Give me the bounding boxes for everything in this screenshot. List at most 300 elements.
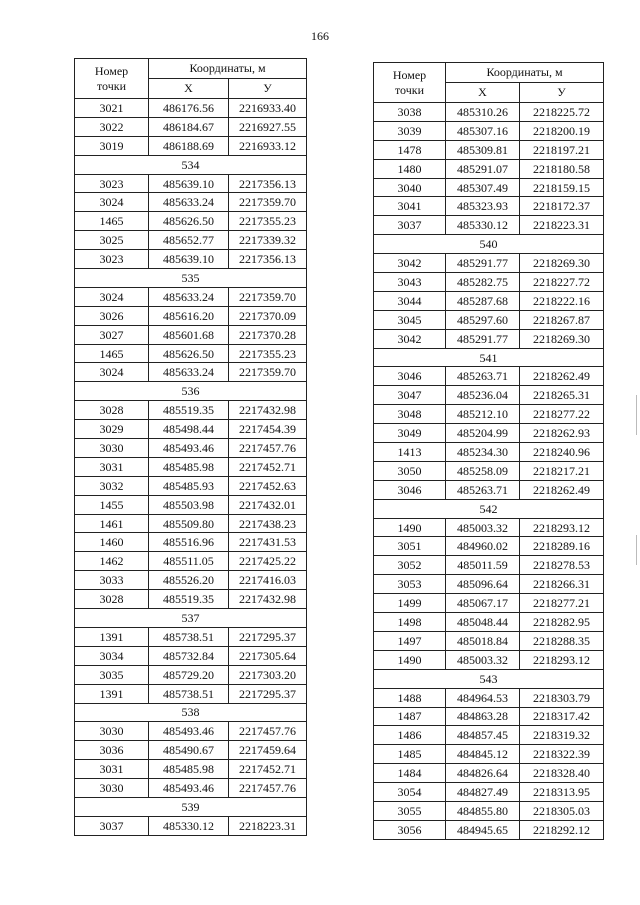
plot-number-row: [374, 235, 604, 254]
x-cell: 485490.67: [149, 741, 229, 760]
x-cell: 485601.68: [149, 325, 229, 344]
point-number-cell: 3055: [374, 801, 446, 820]
y-cell: 2218197.21: [520, 140, 604, 159]
table-row: [75, 344, 307, 363]
x-column-header: X: [446, 83, 520, 103]
table-row: [374, 518, 604, 537]
point-number-cell: 1490: [374, 650, 446, 669]
table-row: [374, 103, 604, 122]
y-cell: 2217370.09: [229, 306, 307, 325]
plot-number-row: [75, 155, 307, 174]
x-cell: 485519.35: [149, 401, 229, 420]
x-cell: 485493.46: [149, 439, 229, 458]
table-row: [75, 325, 307, 344]
x-cell: 485633.24: [149, 363, 229, 382]
y-cell: 2217425.22: [229, 552, 307, 571]
x-cell: 485652.77: [149, 231, 229, 250]
y-cell: 2218328.40: [520, 764, 604, 783]
table-row: [374, 121, 604, 140]
y-cell: 2218217.21: [520, 461, 604, 480]
y-cell: 2217432.01: [229, 495, 307, 514]
table-row: [75, 816, 307, 835]
y-cell: 2218222.16: [520, 291, 604, 310]
point-number-header: [75, 59, 149, 99]
table-row: [75, 174, 307, 193]
point-number-cell: 3031: [75, 760, 149, 779]
y-cell: 2218172.37: [520, 197, 604, 216]
x-cell: 485291.77: [446, 329, 520, 348]
table-row: [75, 306, 307, 325]
y-cell: 2217370.28: [229, 325, 307, 344]
y-cell: 2218282.95: [520, 613, 604, 632]
y-cell: 2218278.53: [520, 556, 604, 575]
table-row: [374, 367, 604, 386]
point-number-cell: 3056: [374, 820, 446, 839]
table-row: [374, 386, 604, 405]
table-row: [374, 726, 604, 745]
point-number-cell: 3030: [75, 722, 149, 741]
x-cell: 485493.46: [149, 779, 229, 798]
point-number-cell: 3022: [75, 117, 149, 136]
point-number-cell: 3052: [374, 556, 446, 575]
table-row: [374, 480, 604, 499]
x-cell: 485291.07: [446, 159, 520, 178]
x-cell: 485287.68: [446, 291, 520, 310]
y-cell: 2217359.70: [229, 287, 307, 306]
point-number-cell: 3028: [75, 401, 149, 420]
table-row: [374, 197, 604, 216]
table-row: [374, 745, 604, 764]
y-cell: 2217459.64: [229, 741, 307, 760]
point-number-header-line1: Номер: [392, 67, 427, 82]
table-row: [75, 136, 307, 155]
table-row: [75, 514, 307, 533]
x-cell: 486188.69: [149, 136, 229, 155]
x-cell: 485485.98: [149, 760, 229, 779]
x-cell: 484855.80: [446, 801, 520, 820]
x-cell: 485493.46: [149, 722, 229, 741]
y-cell: 2218313.95: [520, 783, 604, 802]
point-number-cell: 3021: [75, 99, 149, 118]
table-row: [374, 783, 604, 802]
point-number-cell: 3028: [75, 590, 149, 609]
coordinates-body-left: [75, 99, 307, 836]
point-number-cell: 1485: [374, 745, 446, 764]
y-cell: 2218277.22: [520, 405, 604, 424]
table-row: [374, 178, 604, 197]
y-cell: 2218305.03: [520, 801, 604, 820]
point-number-cell: 3025: [75, 231, 149, 250]
y-cell: 2217452.71: [229, 457, 307, 476]
table-row: [374, 594, 604, 613]
point-number-cell: 3037: [374, 216, 446, 235]
y-cell: 2218240.96: [520, 443, 604, 462]
plot-number: 542: [374, 499, 604, 518]
point-number-cell: 3046: [374, 480, 446, 499]
table-row: [374, 443, 604, 462]
y-cell: 2217303.20: [229, 665, 307, 684]
point-number-cell: 3049: [374, 424, 446, 443]
table-row: [374, 424, 604, 443]
x-cell: 485526.20: [149, 571, 229, 590]
point-number-cell: 3041: [374, 197, 446, 216]
x-cell: 485738.51: [149, 684, 229, 703]
table-row: [374, 556, 604, 575]
point-number-cell: 1465: [75, 212, 149, 231]
point-number-cell: 3040: [374, 178, 446, 197]
point-number-cell: 3023: [75, 174, 149, 193]
plot-number: 540: [374, 235, 604, 254]
table-row: [75, 552, 307, 571]
point-number-cell: 1499: [374, 594, 446, 613]
x-cell: 485330.12: [149, 816, 229, 835]
y-cell: 2218293.12: [520, 650, 604, 669]
plot-number-row: [75, 609, 307, 628]
y-cell: 2218200.19: [520, 121, 604, 140]
x-cell: 484857.45: [446, 726, 520, 745]
point-number-cell: 3036: [75, 741, 149, 760]
plot-number: 537: [75, 609, 307, 628]
coordinates-header: Координаты, м: [149, 59, 307, 79]
table-row: [75, 627, 307, 646]
table-row: [374, 273, 604, 292]
point-number-cell: 1487: [374, 707, 446, 726]
point-number-cell: 3047: [374, 386, 446, 405]
plot-number-row: [75, 269, 307, 288]
table-row: [374, 688, 604, 707]
table-row: [75, 722, 307, 741]
point-number-cell: 3035: [75, 665, 149, 684]
table-row: [374, 631, 604, 650]
y-cell: 2218262.49: [520, 367, 604, 386]
plot-number-row: [75, 382, 307, 401]
y-cell: 2217339.32: [229, 231, 307, 250]
x-cell: 485018.84: [446, 631, 520, 650]
y-cell: 2217432.98: [229, 590, 307, 609]
x-cell: 485323.93: [446, 197, 520, 216]
point-number-cell: 3024: [75, 193, 149, 212]
x-cell: 485067.17: [446, 594, 520, 613]
point-number-cell: 1455: [75, 495, 149, 514]
table-row: [75, 212, 307, 231]
x-cell: 485626.50: [149, 344, 229, 363]
x-cell: 485048.44: [446, 613, 520, 632]
x-cell: 485729.20: [149, 665, 229, 684]
table-row: [75, 590, 307, 609]
point-number-cell: 1490: [374, 518, 446, 537]
x-cell: 485511.05: [149, 552, 229, 571]
x-cell: 484826.64: [446, 764, 520, 783]
point-number-cell: 3054: [374, 783, 446, 802]
y-cell: 2216927.55: [229, 117, 307, 136]
point-number-cell: 3037: [75, 816, 149, 835]
point-number-cell: 3024: [75, 363, 149, 382]
y-cell: 2218262.93: [520, 424, 604, 443]
point-number-header-line2: точки: [96, 78, 127, 93]
plot-number-row: [374, 669, 604, 688]
point-number-cell: 3023: [75, 250, 149, 269]
plot-number: 536: [75, 382, 307, 401]
point-number-cell: 3044: [374, 291, 446, 310]
table-row: [75, 741, 307, 760]
table-row: [374, 140, 604, 159]
x-cell: 485738.51: [149, 627, 229, 646]
y-cell: 2218267.87: [520, 310, 604, 329]
x-cell: 485616.20: [149, 306, 229, 325]
plot-number: 535: [75, 269, 307, 288]
point-number-cell: 3031: [75, 457, 149, 476]
plot-number: 538: [75, 703, 307, 722]
x-cell: 485309.81: [446, 140, 520, 159]
point-number-cell: 3034: [75, 646, 149, 665]
x-cell: 486184.67: [149, 117, 229, 136]
x-cell: 485291.77: [446, 254, 520, 273]
point-number-cell: 3046: [374, 367, 446, 386]
y-cell: 2218159.15: [520, 178, 604, 197]
y-cell: 2217452.71: [229, 760, 307, 779]
point-number-cell: 3045: [374, 310, 446, 329]
y-cell: 2218322.39: [520, 745, 604, 764]
x-cell: 485307.49: [446, 178, 520, 197]
x-cell: 485003.32: [446, 518, 520, 537]
table-row: [75, 760, 307, 779]
table-row: [75, 533, 307, 552]
point-number-cell: 1484: [374, 764, 446, 783]
table-row: [374, 613, 604, 632]
y-cell: 2218225.72: [520, 103, 604, 122]
table-row: [75, 231, 307, 250]
coordinates-body-right: [374, 103, 604, 840]
coordinates-table-right: [373, 62, 604, 840]
point-number-cell: 1461: [75, 514, 149, 533]
table-row: [75, 250, 307, 269]
y-cell: 2217457.76: [229, 722, 307, 741]
x-cell: 485498.44: [149, 420, 229, 439]
x-cell: 485011.59: [446, 556, 520, 575]
y-cell: 2217295.37: [229, 627, 307, 646]
table-row: [75, 684, 307, 703]
y-cell: 2216933.40: [229, 99, 307, 118]
plot-number-row: [374, 499, 604, 518]
x-cell: 485297.60: [446, 310, 520, 329]
y-column-header: У: [229, 79, 307, 99]
table-row: [374, 159, 604, 178]
x-cell: 485485.98: [149, 457, 229, 476]
x-cell: 485212.10: [446, 405, 520, 424]
point-number-cell: 3029: [75, 420, 149, 439]
table-row: [374, 329, 604, 348]
y-cell: 2218265.31: [520, 386, 604, 405]
x-cell: 485234.30: [446, 443, 520, 462]
point-number-cell: 3051: [374, 537, 446, 556]
point-number-cell: 3038: [374, 103, 446, 122]
point-number-cell: 3030: [75, 439, 149, 458]
y-cell: 2217359.70: [229, 363, 307, 382]
x-cell: 485516.96: [149, 533, 229, 552]
table-row: [374, 537, 604, 556]
y-cell: 2218292.12: [520, 820, 604, 839]
point-number-cell: 1478: [374, 140, 446, 159]
x-cell: 485096.64: [446, 575, 520, 594]
y-cell: 2218277.21: [520, 594, 604, 613]
point-number-cell: 3026: [75, 306, 149, 325]
point-number-cell: 3019: [75, 136, 149, 155]
plot-number: 541: [374, 348, 604, 367]
plot-number-row: [374, 348, 604, 367]
table-row: [75, 476, 307, 495]
point-number-cell: 3048: [374, 405, 446, 424]
point-number-cell: 3042: [374, 329, 446, 348]
y-cell: 2217356.13: [229, 174, 307, 193]
plot-number: 539: [75, 797, 307, 816]
table-row: [374, 575, 604, 594]
x-cell: 484845.12: [446, 745, 520, 764]
x-cell: 485310.26: [446, 103, 520, 122]
point-number-cell: 3027: [75, 325, 149, 344]
point-number-cell: 1391: [75, 684, 149, 703]
table-row: [75, 665, 307, 684]
x-cell: 485639.10: [149, 174, 229, 193]
scan-edge-mark: [636, 395, 637, 435]
x-cell: 485485.93: [149, 476, 229, 495]
point-number-cell: 1462: [75, 552, 149, 571]
plot-number-row: [75, 797, 307, 816]
y-cell: 2218223.31: [520, 216, 604, 235]
table-row: [374, 707, 604, 726]
x-cell: 485330.12: [446, 216, 520, 235]
coordinates-table-left: [74, 58, 307, 836]
y-cell: 2217431.53: [229, 533, 307, 552]
x-cell: 486176.56: [149, 99, 229, 118]
y-cell: 2217355.23: [229, 212, 307, 231]
x-cell: 485633.24: [149, 287, 229, 306]
table-row: [374, 310, 604, 329]
y-cell: 2218319.32: [520, 726, 604, 745]
x-cell: 484964.53: [446, 688, 520, 707]
table-row: [75, 363, 307, 382]
x-cell: 485509.80: [149, 514, 229, 533]
table-row: [75, 117, 307, 136]
y-cell: 2218317.42: [520, 707, 604, 726]
x-column-header: X: [149, 79, 229, 99]
y-cell: 2217457.76: [229, 439, 307, 458]
y-cell: 2217432.98: [229, 401, 307, 420]
x-cell: 485626.50: [149, 212, 229, 231]
y-column-header: У: [520, 83, 604, 103]
x-cell: 485258.09: [446, 461, 520, 480]
x-cell: 485204.99: [446, 424, 520, 443]
table-row: [75, 646, 307, 665]
y-cell: 2217359.70: [229, 193, 307, 212]
table-row: [374, 650, 604, 669]
point-number-cell: 3033: [75, 571, 149, 590]
point-number-cell: 3050: [374, 461, 446, 480]
point-number-cell: 3024: [75, 287, 149, 306]
y-cell: 2217356.13: [229, 250, 307, 269]
point-number-cell: 1498: [374, 613, 446, 632]
point-number-cell: 3042: [374, 254, 446, 273]
point-number-cell: 3032: [75, 476, 149, 495]
x-cell: 485732.84: [149, 646, 229, 665]
table-row: [374, 405, 604, 424]
point-number-cell: 1465: [75, 344, 149, 363]
table-row: [75, 287, 307, 306]
x-cell: 485307.16: [446, 121, 520, 140]
x-cell: 485282.75: [446, 273, 520, 292]
table-row: [75, 571, 307, 590]
table-row: [75, 401, 307, 420]
x-cell: 484945.65: [446, 820, 520, 839]
table-row: [75, 99, 307, 118]
point-number-header-line1: Номер: [94, 63, 129, 78]
x-cell: 485519.35: [149, 590, 229, 609]
point-number-cell: 3039: [374, 121, 446, 140]
page-number: 166: [311, 29, 329, 43]
table-row: [374, 461, 604, 480]
x-cell: 485639.10: [149, 250, 229, 269]
point-number-cell: 1391: [75, 627, 149, 646]
y-cell: 2218262.49: [520, 480, 604, 499]
point-number-cell: 1497: [374, 631, 446, 650]
y-cell: 2218303.79: [520, 688, 604, 707]
table-row: [374, 291, 604, 310]
table-row: [75, 779, 307, 798]
table-row: [374, 254, 604, 273]
point-number-cell: 1486: [374, 726, 446, 745]
y-cell: 2218227.72: [520, 273, 604, 292]
x-cell: 485263.71: [446, 367, 520, 386]
y-cell: 2217454.39: [229, 420, 307, 439]
y-cell: 2217438.23: [229, 514, 307, 533]
y-cell: 2218288.35: [520, 631, 604, 650]
y-cell: 2218293.12: [520, 518, 604, 537]
point-number-cell: 3043: [374, 273, 446, 292]
point-number-cell: 3030: [75, 779, 149, 798]
point-number-cell: 1480: [374, 159, 446, 178]
x-cell: 484827.49: [446, 783, 520, 802]
point-number-cell: 1413: [374, 443, 446, 462]
y-cell: 2218266.31: [520, 575, 604, 594]
x-cell: 485263.71: [446, 480, 520, 499]
table-row: [75, 495, 307, 514]
y-cell: 2216933.12: [229, 136, 307, 155]
plot-number: 534: [75, 155, 307, 174]
table-row: [374, 764, 604, 783]
point-number-header: [374, 63, 446, 103]
y-cell: 2218269.30: [520, 329, 604, 348]
y-cell: 2218180.58: [520, 159, 604, 178]
plot-number-row: [75, 703, 307, 722]
y-cell: 2218223.31: [229, 816, 307, 835]
x-cell: 485503.98: [149, 495, 229, 514]
y-cell: 2217452.63: [229, 476, 307, 495]
scan-edge-mark: [636, 535, 637, 565]
y-cell: 2217305.64: [229, 646, 307, 665]
y-cell: 2218269.30: [520, 254, 604, 273]
table-row: [374, 820, 604, 839]
x-cell: 485633.24: [149, 193, 229, 212]
table-row: [374, 216, 604, 235]
y-cell: 2217355.23: [229, 344, 307, 363]
y-cell: 2217416.03: [229, 571, 307, 590]
table-row: [75, 439, 307, 458]
plot-number: 543: [374, 669, 604, 688]
point-number-cell: 3053: [374, 575, 446, 594]
table-row: [374, 801, 604, 820]
x-cell: 484863.28: [446, 707, 520, 726]
point-number-cell: 1488: [374, 688, 446, 707]
y-cell: 2217295.37: [229, 684, 307, 703]
